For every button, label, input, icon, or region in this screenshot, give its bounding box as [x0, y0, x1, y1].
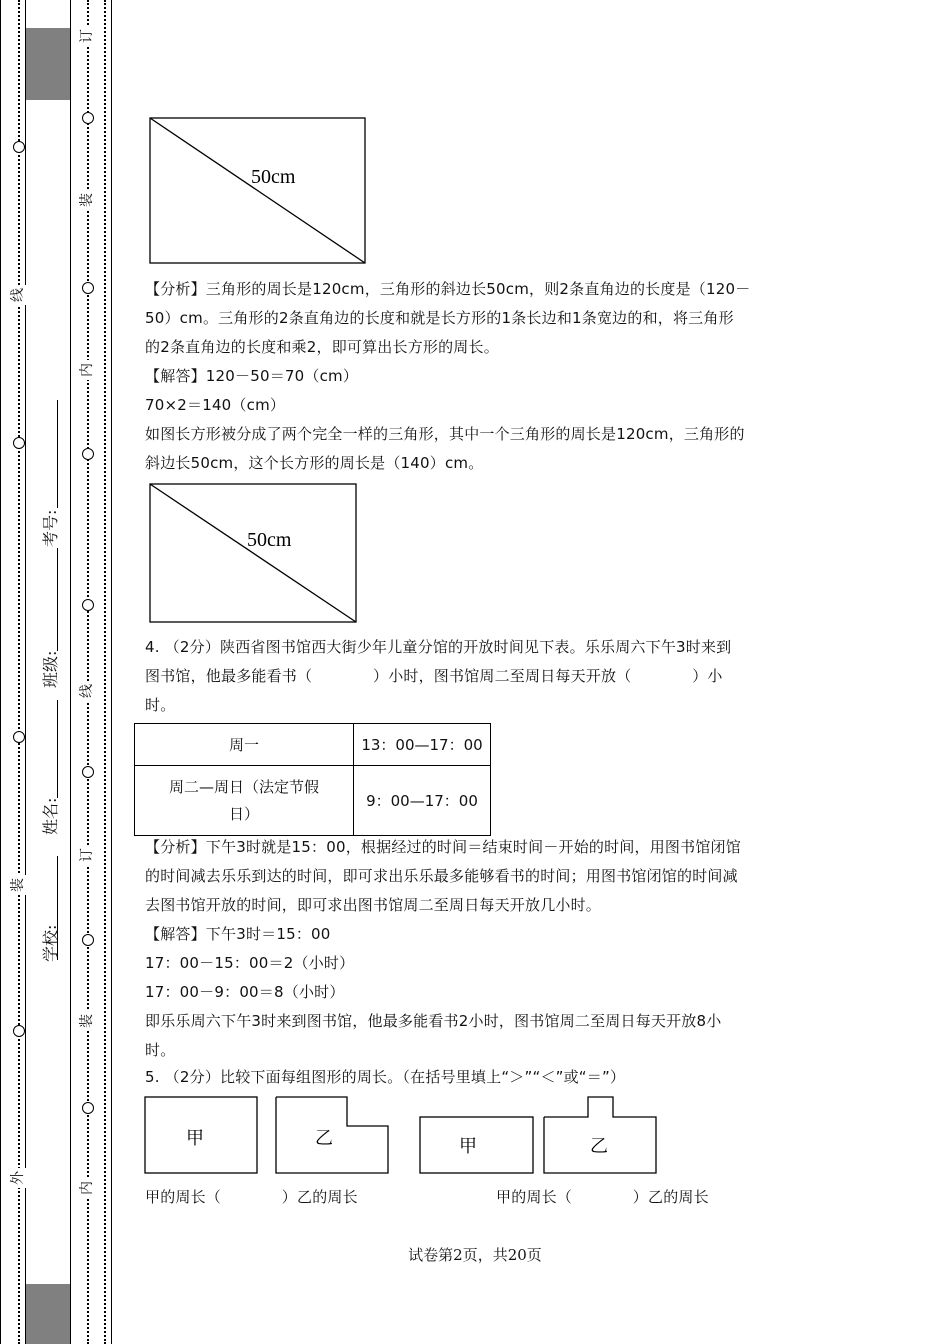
inner-char-zhuang: 装: [79, 190, 95, 210]
class-label: 班级:: [41, 650, 60, 688]
hours-cell: 13：00—17：00: [354, 724, 491, 766]
inner-binding-circle: [82, 766, 94, 778]
inner-char-zhuang: 装: [79, 1011, 95, 1031]
class-blank[interactable]: [57, 548, 58, 651]
shape-pair-2: [419, 1096, 661, 1176]
exam-number-label: 考号:: [41, 509, 60, 547]
right-dotted-line: [104, 0, 106, 1344]
margin-gray-left-line: [25, 0, 26, 1344]
school-blank[interactable]: [57, 856, 58, 960]
diagonal-length-label: 50cm: [247, 529, 292, 551]
figure-rectangle-diagonal: [149, 117, 367, 265]
answer-q4: 【解答】下午3时＝15：00 17：00－15：00＝2（小时） 17：00－9：00＝8（小时） 即乐乐周六下午3时来到图书馆，他最多能看书2小时，图书馆周二至周日每天开放8小 时。: [145, 925, 722, 1059]
page-footer: 试卷第2页，共20页: [408, 1246, 542, 1264]
outer-char-xian: 线: [10, 285, 26, 305]
analysis-q3: 【分析】三角形的周长是120cm，三角形的斜边长50cm，则2条直角边的长度是（120－ 50）cm。三角形的2条直角边的长度和就是长方形的1条长边和1条宽边的和，将三角形 的2条直角边的长度和乘2，即可算出长方形的周长。: [145, 280, 751, 356]
inner-binding-circle: [82, 1102, 94, 1114]
shape-label-yi: 乙: [315, 1128, 333, 1149]
inner-binding-circle: [82, 934, 94, 946]
question-4: 4. （2分）陕西省图书馆西大街少年儿童分馆的开放时间见下表。乐乐周六下午3时来到 图书馆，他最多能看书（ ）小时，图书馆周二至周日每天开放（ ）小 时。: [145, 638, 732, 714]
inner-binding-circle: [82, 599, 94, 611]
figure-rectangle-diagonal-answer: [149, 483, 359, 624]
inner-binding-circle: [82, 282, 94, 294]
inner-binding-circle: [82, 112, 94, 124]
library-hours-table: [134, 723, 491, 836]
outer-binding-circle: [13, 437, 25, 449]
shape-label-yi: 乙: [590, 1136, 608, 1157]
outer-binding-circle: [13, 141, 25, 153]
day-cell: 周一: [135, 724, 354, 766]
compare-perimeter-right: 甲的周长（ ）乙的周长: [496, 1188, 709, 1206]
outer-char-zhuang: 装: [10, 875, 26, 895]
outer-binding-circle: [13, 1025, 25, 1037]
inner-char-nei: 内: [79, 1178, 95, 1198]
inner-char-ding: 订: [79, 26, 95, 46]
day-cell: 周二—周日（法定节假 日）: [135, 766, 354, 836]
inner-char-xian: 线: [79, 681, 95, 701]
table-row: [135, 724, 491, 766]
outer-char-wai: 外: [10, 1168, 26, 1188]
margin-edge-line: [0, 0, 1, 1344]
table-row: [135, 766, 491, 836]
hours-cell: 9：00—17：00: [354, 766, 491, 836]
inner-char-ding: 订: [79, 845, 95, 865]
inner-binding-circle: [82, 448, 94, 460]
inner-char-nei: 内: [79, 360, 95, 380]
name-blank[interactable]: [57, 700, 58, 798]
margin-gray-right-line: [70, 0, 71, 1344]
question-5: 5. （2分）比较下面每组图形的周长。（在括号里填上“＞”“＜”或“＝”）: [145, 1068, 626, 1086]
shape-label-jia: 甲: [459, 1136, 477, 1157]
margin-gray-block-top: [26, 28, 70, 100]
school-label: 学校:: [41, 924, 60, 962]
margin-right-border: [111, 0, 112, 1344]
compare-perimeter-left: 甲的周长（ ）乙的周长: [145, 1188, 358, 1206]
outer-binding-circle: [13, 731, 25, 743]
analysis-q4: 【分析】下午3时就是15：00，根据经过的时间＝结束时间－开始的时间，用图书馆闭馆 的时间减去乐乐到达的时间，即可求出乐乐最多能够看书的时间；用图书馆闭馆的时间减 去图书馆开放的时间，即可求出图书馆周二至周日每天开放几小时。: [145, 838, 741, 914]
answer-q3: 【解答】120－50＝70（cm） 70×2＝140（cm） 如图长方形被分成了两个完全一样的三角形，其中一个三角形的周长是120cm，三角形的 斜边长50cm，这个长方形的周长是（140）cm。: [145, 367, 745, 472]
exam-number-blank[interactable]: [57, 400, 58, 508]
shape-pair-1: [144, 1096, 392, 1176]
diagonal-length-label: 50cm: [251, 166, 296, 188]
margin-gray-block-bottom: [26, 1284, 70, 1344]
shape-label-jia: 甲: [186, 1128, 204, 1149]
outer-dotted-line: [18, 0, 20, 1344]
name-label: 姓名:: [41, 797, 60, 835]
